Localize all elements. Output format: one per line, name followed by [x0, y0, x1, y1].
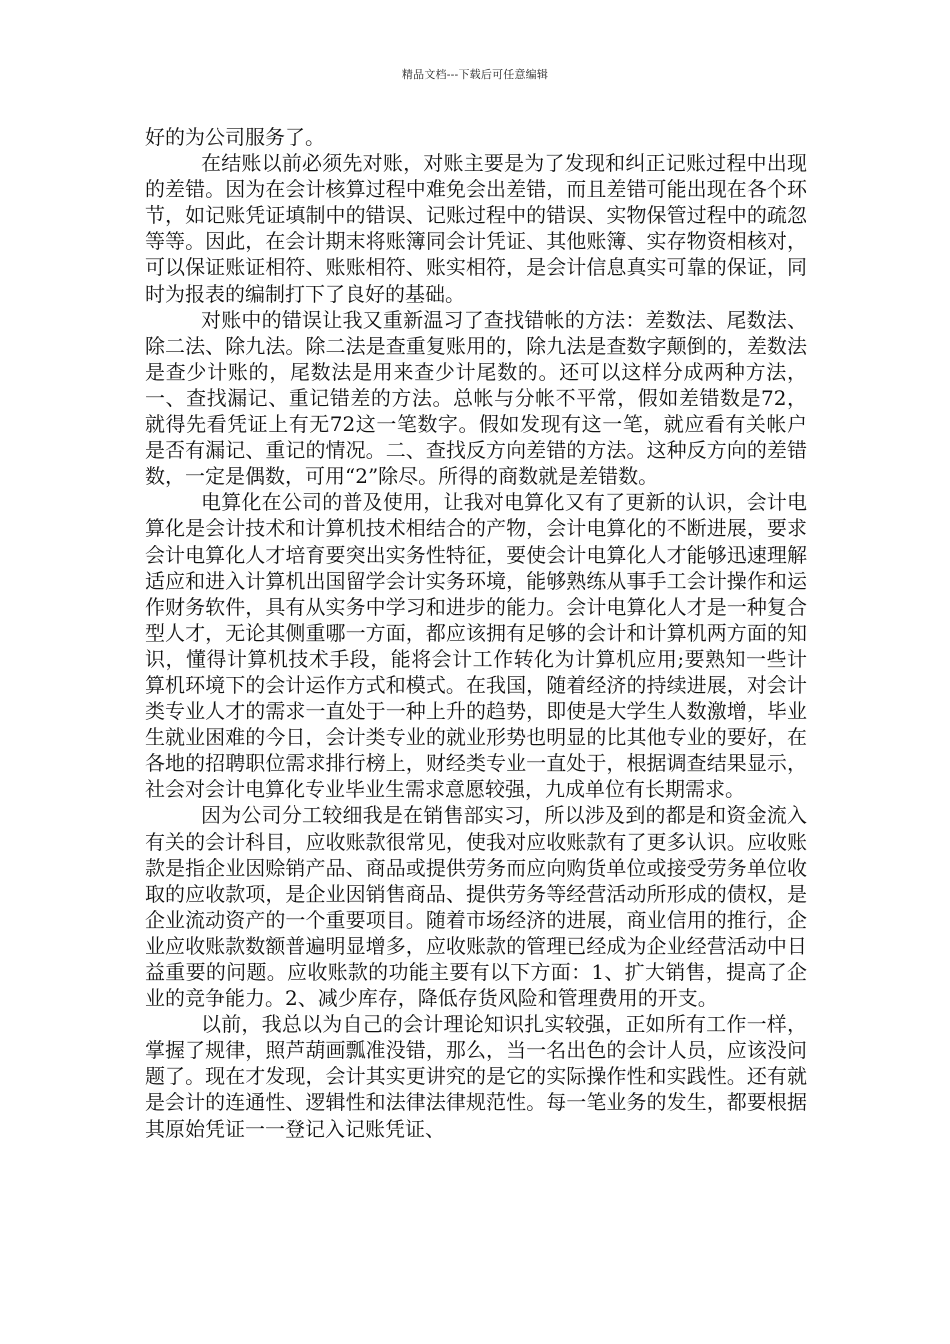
- paragraph-practice-reflection: 以前，我总以为自己的会计理论知识扎实较强，正如所有工作一样，掌握了规律，照芦葫画瓢准没错，那么，当一名出色的会计人员，应该没问题了。现在才发现，会计其实更讲究的是它的实际操作性和实践性。还有就是会计的连通性、逻辑性和法律法律规范性。每一笔业务的发生，都要根据其原始凭证一一登记入记账凭证、: [145, 1012, 807, 1141]
- paragraph-computerized-accounting: 电算化在公司的普及使用，让我对电算化又有了更新的认识，会计电算化是会计技术和计算机技术相结合的产物，会计电算化的不断进展，要求会计电算化人才培育要突出实务性特征，要使会计电算化人才能够迅速理解适应和进入计算机出国留学会计实务环境，能够熟练从事手工会计操作和运作财务软件，具有从实务中学习和进步的能力。会计电算化人才是一种复合型人才，无论其侧重哪一方面，都应该拥有足够的会计和计算机两方面的知识，懂得计算机技术手段，能将会计工作转化为计算机应用;要熟知一些计算机环境下的会计运作方式和模式。在我国，随着经济的持续进展，对会计类专业人才的需求一直处于一种上升的趋势，即使是大学生人数激增，毕业生就业困难的今日，会计类专业的就业形势也明显的比其他专业的要好，在各地的招聘职位需求排行榜上，财经类专业一直处于，根据调查结果显示，社会对会计电算化专业毕业生需求意愿较强，九成单位有长期需求。: [145, 490, 807, 802]
- page-header: 精品文档---下载后可任意编辑: [401, 68, 549, 81]
- document-body: [145, 124, 807, 1142]
- paragraph-accounts-receivable: 因为公司分工较细我是在销售部实习，所以涉及到的都是和资金流入有关的会计科目，应收账款很常见，使我对应收账款有了更多认识。应收账款是指企业因赊销产品、商品或提供劳务而应向购货单位或接受劳务单位收取的应收款项，是企业因销售商品、提供劳务等经营活动所形成的债权，是企业流动资产的一个重要项目。随着市场经济的进展，商业信用的推行，企业应收账款数额普遍明显增多，应收账款的管理已经成为企业经营活动中日益重要的问题。应收账款的功能主要有以下方面：1、扩大销售，提高了企业的竞争能力。2、减少库存，降低存货风险和管理费用的开支。: [145, 803, 807, 1011]
- paragraph-continuation: 好的为公司服务了。: [145, 125, 325, 149]
- paragraph-error-finding: 对账中的错误让我又重新温习了查找错帐的方法：差数法、尾数法、除二法、除九法。除二法是查重复账用的，除九法是查数字颠倒的，差数法是查少计账的，尾数法是用来查少计尾数的。还可以这样分成两种方法，一、查找漏记、重记错差的方法。总帐与分帐不平常，假如差错数是72，就得先看凭证上有无72这一笔数字。假如发现有这一笔，就应看有关帐户是否有漏记、重记的情况。二、查找反方向差错的方法。这种反方向的差错数，一定是偶数，可用“2”除尽。所得的商数就是差错数。: [145, 307, 807, 489]
- paragraph-reconciliation: 在结账以前必须先对账，对账主要是为了发现和纠正记账过程中出现的差错。因为在会计核算过程中难免会出差错，而且差错可能出现在各个环节，如记账凭证填制中的错误、记账过程中的错误、实物保管过程中的疏忽等等。因此，在会计期末将账簿同会计凭证、其他账簿、实存物资相核对，可以保证账证相符、账账相符、账实相符，是会计信息真实可靠的保证，同时为报表的编制打下了良好的基础。: [145, 151, 807, 306]
